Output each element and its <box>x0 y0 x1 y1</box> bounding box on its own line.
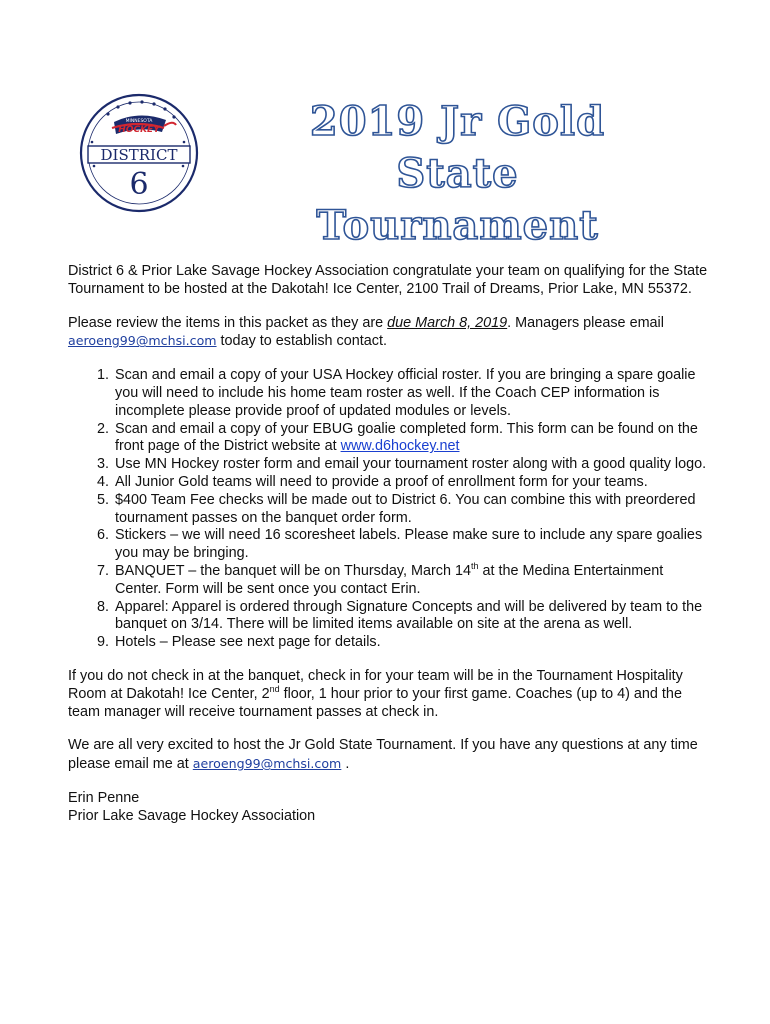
letter-body <box>68 263 708 826</box>
page-title <box>250 96 665 252</box>
list-item: 7. BANQUET – the banquet will be on Thursday, March 14th at the Medina Entertainment Center. Form will be sent once you contact Erin. <box>113 563 708 599</box>
due-date: due March 8, 2019 <box>387 314 508 331</box>
list-item: 9. Hotels – Please see next page for details. <box>113 634 708 652</box>
list-item: 1. Scan and email a copy of your USA Hockey official roster. If you are bringing a spare goalie you will need to include his home team roster as well. If the Coach CEP information is incomplete please provide proof of updated modules or levels. <box>113 367 708 420</box>
signature <box>68 790 708 826</box>
list-item: 8. Apparel: Apparel is ordered through Signature Concepts and will be delivered by team to the banquet on 3/14. There will be limited items available on site at the arena as well. <box>113 599 708 635</box>
logo-district-word: DISTRICT <box>100 146 178 164</box>
closing-paragraph: We are all very excited to host the Jr Gold State Tournament. If you have any questions at any time please email me at aeroeng99@mchsi.com . <box>68 737 698 773</box>
email-link[interactable]: aeroeng99@mchsi.com <box>192 756 342 772</box>
list-item: 6. Stickers – we will need 16 scoresheet labels. Please make sure to include any spare goalies you may be bringing. <box>113 527 708 563</box>
intro-paragraph: District 6 & Prior Lake Savage Hockey Association congratulate your team on qualifying for the State Tournament to be hosted at the Dakotah! Ice Center, 2100 Trail of Dreams, Prior Lake, MN 55372. <box>68 263 708 297</box>
district-6-logo <box>78 92 200 214</box>
signature-name: Erin Penne <box>68 789 140 806</box>
list-item: 5. $400 Team Fee checks will be made out to District 6. You can combine this with preordered tournament passes on the banquet order form. <box>113 492 708 528</box>
list-item: 2. Scan and email a copy of your EBUG goalie completed form. This form can be found on the front page of the District website at www.d6hockey.net <box>113 421 708 457</box>
checkin-paragraph: If you do not check in at the banquet, check in for your team will be in the Tournament Hospitality Room at Dakotah! Ice Center, 2nd floor, 1 hour prior to your first game. Coaches (up to 4) and the team manager will receive tournament passes at check in. <box>68 667 683 720</box>
title-line-1: 2019 Jr Gold State <box>309 98 606 197</box>
list-item: 3. Use MN Hockey roster form and email your tournament roster along with a good quality logo. <box>113 456 708 474</box>
logo-district-number: 6 <box>129 167 149 202</box>
list-item: 4. All Junior Gold teams will need to provide a proof of enrollment form for your teams. <box>113 474 708 492</box>
review-paragraph: Please review the items in this packet as they are due March 8, 2019. Managers please email aeroeng99@mchsi.com today to establish contact. <box>68 314 664 350</box>
email-link[interactable]: aeroeng99@mchsi.com <box>68 333 217 349</box>
logo-badge-text: HOCKEY <box>118 125 160 135</box>
checklist <box>68 367 708 652</box>
logo-badge-small: MINNESOTA <box>125 119 153 124</box>
signature-org: Prior Lake Savage Hockey Association <box>68 807 316 824</box>
title-line-2: Tournament <box>316 202 599 249</box>
website-link[interactable]: www.d6hockey.net <box>340 438 460 455</box>
